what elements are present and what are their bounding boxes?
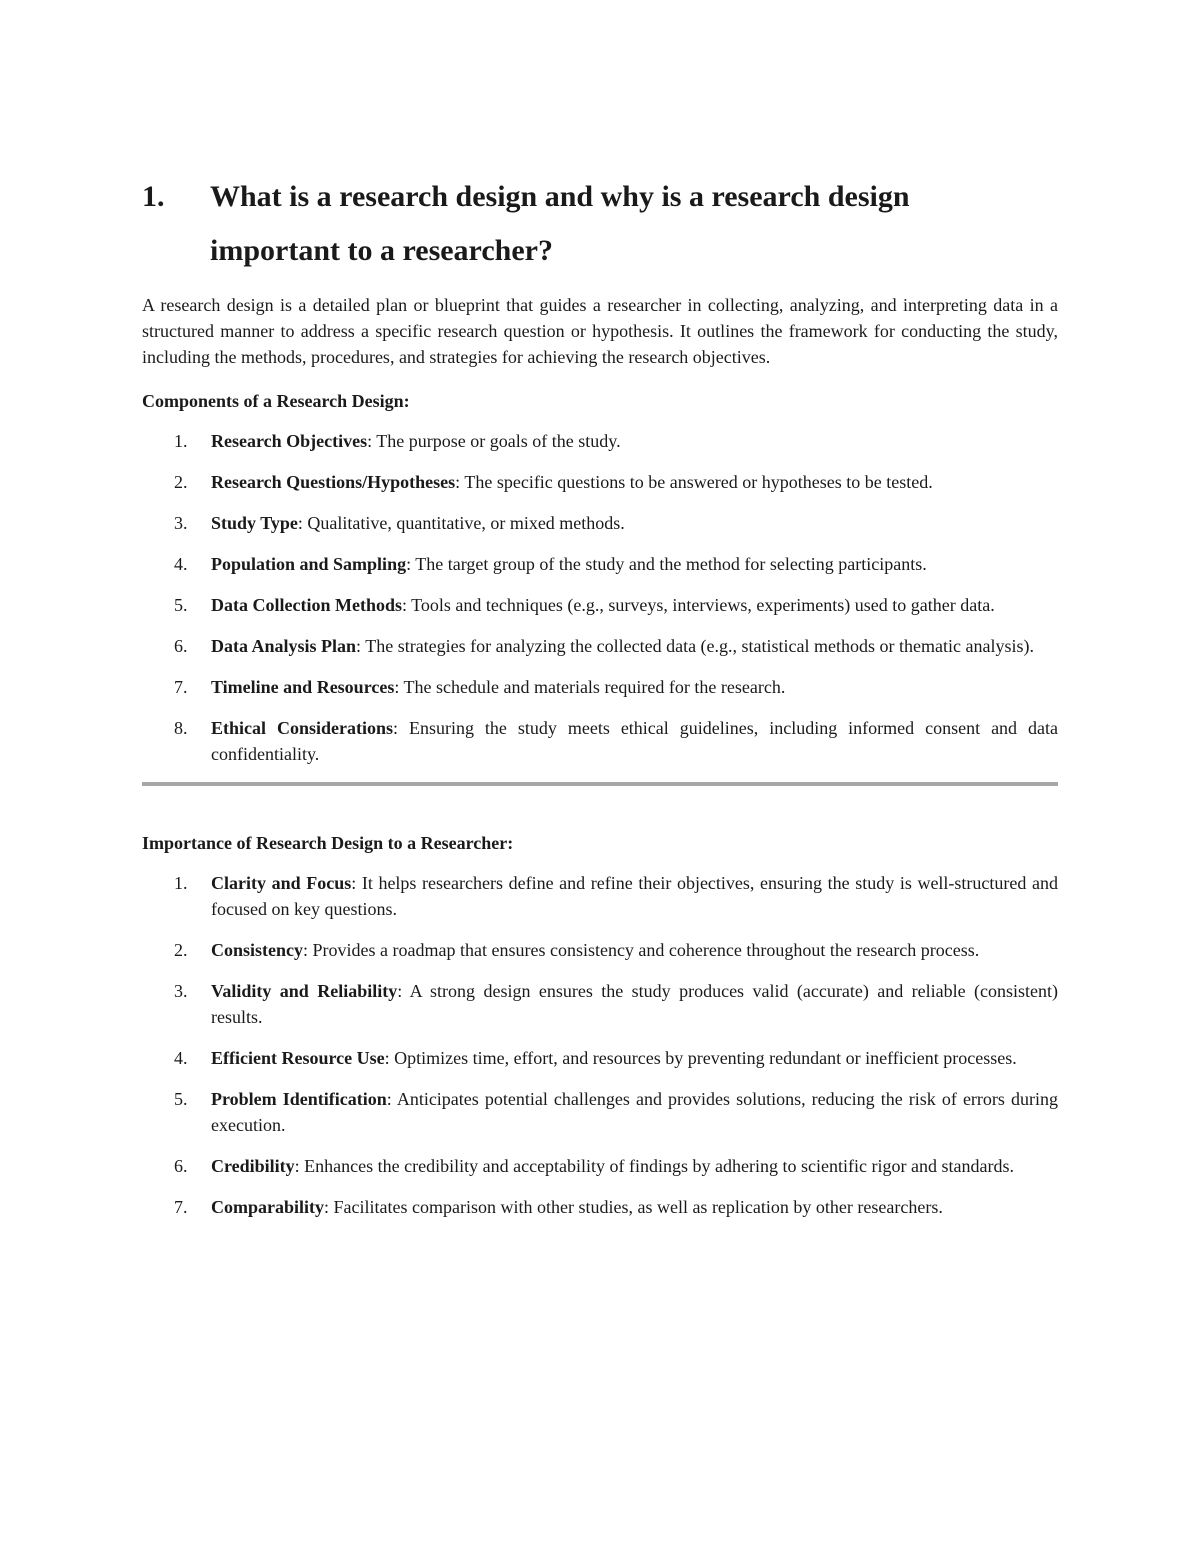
components-title: Components of a Research Design: — [142, 391, 410, 411]
importance-list — [142, 870, 1058, 1220]
item-desc: : Tools and techniques (e.g., surveys, interviews, experiments) used to gather data. — [401, 595, 995, 615]
item-term: Timeline and Resources — [211, 677, 395, 697]
item-term: Validity and Reliability — [211, 981, 398, 1001]
item-desc: : The target group of the study and the method for selecting participants. — [406, 554, 927, 574]
item-desc: : The strategies for analyzing the collected data (e.g., statistical methods or thematic analysis). — [356, 636, 1034, 656]
item-term: Clarity and Focus — [211, 873, 352, 893]
item-number: 4. — [174, 554, 188, 574]
item-body — [211, 510, 1058, 536]
list-item — [142, 1086, 1058, 1138]
item-desc: : Provides a roadmap that ensures consistency and coherence throughout the research process. — [303, 940, 980, 960]
heading-line-2: important to a researcher? — [210, 234, 553, 267]
list-item — [142, 1153, 1058, 1179]
item-body — [211, 978, 1058, 1030]
item-number: 7. — [174, 677, 188, 697]
item-number: 6. — [174, 636, 188, 656]
item-body — [211, 1153, 1058, 1179]
item-body — [211, 674, 1058, 700]
item-body — [211, 469, 1058, 495]
list-item — [142, 937, 1058, 963]
item-term: Research Questions/Hypotheses — [211, 472, 456, 492]
item-desc: : It helps researchers define and refine their objectives, ensuring the study is well-structured and focused on key questions. — [211, 873, 1058, 919]
list-item — [142, 870, 1058, 922]
list-item — [142, 428, 1058, 454]
list-item — [142, 715, 1058, 767]
item-desc: : Facilitates comparison with other studies, as well as replication by other researchers. — [324, 1197, 943, 1217]
item-term: Efficient Resource Use — [211, 1048, 385, 1068]
heading-number: 1. — [142, 180, 165, 213]
item-body — [211, 1194, 1058, 1220]
item-number: 3. — [174, 981, 188, 1001]
heading-text — [210, 170, 1058, 278]
document-page — [142, 170, 1058, 1235]
list-item — [142, 469, 1058, 495]
item-number: 5. — [174, 595, 188, 615]
list-item — [142, 510, 1058, 536]
list-item — [142, 1045, 1058, 1071]
item-number: 1. — [174, 873, 188, 893]
item-number: 4. — [174, 1048, 188, 1068]
item-term: Consistency — [211, 940, 304, 960]
components-list — [142, 428, 1058, 767]
item-desc: : Ensuring the study meets ethical guidelines, including informed consent and data confidentiality. — [211, 718, 1059, 764]
item-number: 6. — [174, 1156, 188, 1176]
item-term: Data Analysis Plan — [211, 636, 357, 656]
item-body — [211, 551, 1058, 577]
item-term: Ethical Considerations — [211, 718, 393, 738]
item-body — [211, 592, 1058, 618]
item-desc: : Qualitative, quantitative, or mixed methods. — [297, 513, 625, 533]
list-item — [142, 633, 1058, 659]
item-number: 2. — [174, 472, 188, 492]
item-body — [211, 1045, 1058, 1071]
item-desc: : The specific questions to be answered or hypotheses to be tested. — [455, 472, 933, 492]
item-number: 7. — [174, 1197, 188, 1217]
item-term: Study Type — [211, 513, 298, 533]
item-desc: : The schedule and materials required for the research. — [394, 677, 786, 697]
item-term: Comparability — [211, 1197, 325, 1217]
list-item — [142, 551, 1058, 577]
item-body — [211, 428, 1058, 454]
item-desc: : Anticipates potential challenges and provides solutions, reducing the risk of errors during execution. — [211, 1089, 1058, 1135]
item-term: Credibility — [211, 1156, 295, 1176]
item-body — [211, 870, 1058, 922]
item-desc: : Optimizes time, effort, and resources by preventing redundant or inefficient processes. — [384, 1048, 1017, 1068]
item-desc: : A strong design ensures the study produces valid (accurate) and reliable (consistent) results. — [211, 981, 1058, 1027]
item-body — [211, 1086, 1058, 1138]
item-term: Problem Identification — [211, 1089, 387, 1109]
item-number: 3. — [174, 513, 188, 533]
item-term: Data Collection Methods — [211, 595, 402, 615]
list-item — [142, 978, 1058, 1030]
item-desc: : The purpose or goals of the study. — [367, 431, 621, 451]
heading-line-1: What is a research design and why is a research design — [210, 180, 910, 213]
item-number: 5. — [174, 1089, 188, 1109]
list-item — [142, 592, 1058, 618]
horizontal-divider — [142, 782, 1058, 786]
item-number: 1. — [174, 431, 188, 451]
importance-title: Importance of Research Design to a Researcher: — [142, 833, 514, 853]
item-desc: : Enhances the credibility and acceptability of findings by adhering to scientific rigor and standards. — [294, 1156, 1014, 1176]
item-term: Population and Sampling — [211, 554, 407, 574]
intro-paragraph: A research design is a detailed plan or blueprint that guides a researcher in collecting, analyzing, and interpreting data in a structured manner to address a specific research question or hypothesis. It outlines the framework for conducting the study, including the methods, procedures, and strategies for achieving the research objectives. — [142, 295, 1058, 367]
item-term: Research Objectives — [211, 431, 368, 451]
item-body — [211, 937, 1058, 963]
item-number: 8. — [174, 718, 188, 738]
list-item — [142, 1194, 1058, 1220]
item-number: 2. — [174, 940, 188, 960]
main-heading — [142, 170, 1058, 278]
item-body — [211, 633, 1058, 659]
list-item — [142, 674, 1058, 700]
item-body — [211, 715, 1058, 767]
